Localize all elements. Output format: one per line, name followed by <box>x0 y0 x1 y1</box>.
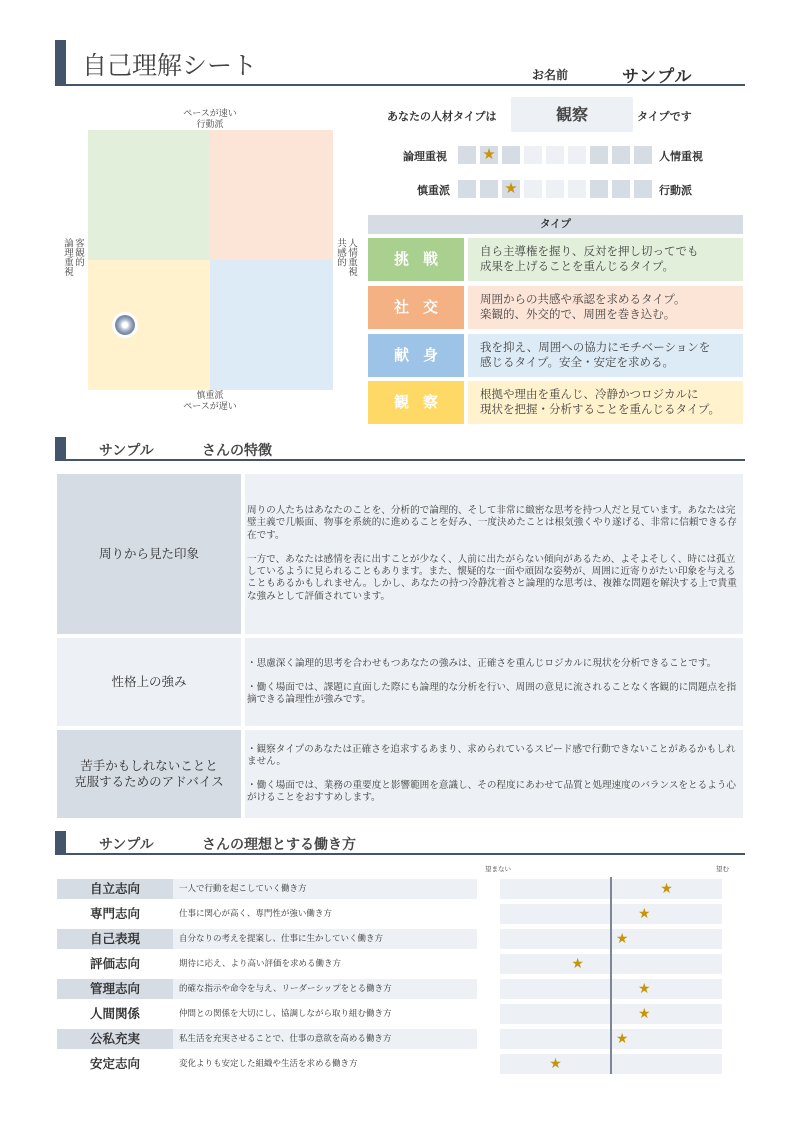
scale-1-right-label: 人情重視 <box>659 150 703 163</box>
quadrant-bottom-label: 慎重派 ペースが遅い <box>183 391 237 412</box>
type-description: 自ら主導権を握り、反対を押し切ってでも 成果を上げることを重んじるタイプ。 <box>468 238 743 281</box>
workstyle-description: 仕事に関心が高く、専門性が強い働き方 <box>173 904 477 924</box>
type-name: 献身 <box>368 334 464 377</box>
type-row <box>368 238 743 281</box>
traits-section-accent-bar <box>55 437 66 461</box>
star-icon: ★ <box>615 1031 629 1047</box>
star-icon: ★ <box>571 956 584 972</box>
quadrant-bottom-left <box>88 260 210 390</box>
trait-row-strengths <box>57 638 743 726</box>
type-description: 我を抑え、周囲への協力にモチベーションを 感じるタイプ。安全・安定を求める。 <box>468 334 743 377</box>
scale-cell <box>590 180 608 198</box>
scale-logic-emotion <box>458 146 652 164</box>
workstyle-name: 管理志向 <box>57 979 173 999</box>
scale-cell <box>502 146 520 164</box>
type-description: 周囲からの共感や承認を求めるタイプ。 楽観的、外交的で、周囲を巻き込む。 <box>468 286 743 329</box>
workstyle-name: 専門志向 <box>57 904 173 924</box>
name-label: お名前 <box>532 68 569 82</box>
trait-body: 周りの人たちはあなたのことを、分析的で論理的、そして非常に緻密な思考を持つ人だと見ています。あなたは完璧主義で几帳面、物事を系統的に進めることを好み、一度決めたことは根気強くやり遂げる、非常に信頼できる存在です。 一方で、あなたは感情を表に出すことが少なく、人前に出たがらない傾向があるため、よそよそしく、時には孤立しているように見られることもあります。また、懐疑的な一面や頑固な姿勢が、周囲に近寄りがたい印象を与えることもあるかもしれません。しかし、あなたの持つ冷静沈着さと論理的な思考は、複雑な問題を解決する上で貴重な強みとして評価されています。 <box>245 474 743 634</box>
workstyle-row <box>57 1004 477 1024</box>
workstyle-row <box>57 879 477 899</box>
scale-cell <box>634 180 652 198</box>
trait-row-advice <box>57 730 743 818</box>
workstyle-description: 自分なりの考えを提案し、仕事に生かしていく働き方 <box>173 929 477 949</box>
scale-1-left-label: 論理重視 <box>403 150 447 163</box>
scale-cell <box>524 146 542 164</box>
star-icon: ★ <box>638 981 651 997</box>
workstyle-description: 私生活を充実させることで、仕事の意欲を高める働き方 <box>173 1029 477 1049</box>
scale-cell <box>612 146 630 164</box>
scale-cell <box>480 180 498 198</box>
star-icon: ★ <box>615 931 629 947</box>
quadrant-right-label: 人情重視 共感的 <box>335 238 357 276</box>
scale-cell <box>524 180 542 198</box>
type-name: 観察 <box>368 381 464 424</box>
scale-cell <box>590 146 608 164</box>
scale-cell <box>568 146 586 164</box>
traits-section-title: さんの特徴 <box>202 443 272 459</box>
star-icon: ★ <box>482 145 496 163</box>
workstyle-name: 評価志向 <box>57 954 173 974</box>
workstyle-center-line <box>610 877 612 1074</box>
scale-cell <box>546 146 564 164</box>
scale-2-right-label: 行動派 <box>659 184 692 197</box>
star-icon: ★ <box>660 881 673 897</box>
workstyle-section-title: さんの理想とする働き方 <box>202 837 356 853</box>
trait-body: ・観察タイプのあなたは正確さを追求するあまり、求められているスピード感で行動できないことがあるかもしれません。 ・働く場面では、業務の重要度と影響範囲を意識し、その程度にあわせて品質と処理速度のバランスをとるよう心がけることをおすすめします。 <box>245 730 743 818</box>
workstyle-name: 人間関係 <box>57 1004 173 1024</box>
workstyle-section-name: サンプル <box>99 837 154 853</box>
page-title: 自己理解シート <box>82 51 258 80</box>
star-icon: ★ <box>638 1006 651 1022</box>
type-table-header: タイプ <box>368 215 743 234</box>
workstyle-description: 期待に応え、より高い評価を求める働き方 <box>173 954 477 974</box>
trait-label: 苦手かもしれないことと 克服するためのアドバイス <box>57 730 241 818</box>
workstyle-row <box>57 954 477 974</box>
scale-cell <box>634 146 652 164</box>
type-row <box>368 334 743 377</box>
workstyle-row <box>57 1029 477 1049</box>
traits-section-underline <box>55 459 745 461</box>
type-description: 根拠や理由を重んじ、冷静かつロジカルに 現状を把握・分析することを重んじるタイプ。 <box>468 381 743 424</box>
workstyle-row <box>57 979 477 999</box>
workstyle-description: 仲間との関係を大切にし、協調しながら取り組む働き方 <box>173 1004 477 1024</box>
scale-2-left-label: 慎重派 <box>417 184 450 197</box>
type-name: 社交 <box>368 286 464 329</box>
type-row <box>368 286 743 329</box>
star-icon: ★ <box>638 906 651 922</box>
title-accent-bar <box>55 40 66 86</box>
workstyle-description: 変化よりも安定した組織や生活を求める働き方 <box>173 1054 477 1074</box>
quadrant-top-right <box>210 130 333 260</box>
scale-cell <box>502 180 520 198</box>
trait-label: 性格上の強み <box>57 638 241 726</box>
workstyle-description: 的確な指示や命令を与え、リーダーシップをとる働き方 <box>173 979 477 999</box>
workstyle-section-accent-bar <box>55 831 66 855</box>
type-name: 挑戦 <box>368 238 464 281</box>
traits-section-name: サンプル <box>99 443 154 459</box>
scale-cell <box>546 180 564 198</box>
workstyle-row <box>57 904 477 924</box>
workstyle-description: 一人で行動を起こしていく働き方 <box>173 879 477 899</box>
workstyle-row <box>57 1054 477 1074</box>
workstyle-name: 自立志向 <box>57 879 173 899</box>
scale-cell <box>568 180 586 198</box>
name-value: サンプル <box>622 67 693 87</box>
workstyle-name: 安定志向 <box>57 1054 173 1074</box>
quadrant-bottom-right <box>210 260 333 390</box>
type-row <box>368 381 743 424</box>
quadrant-top-label: ペースが速い 行動派 <box>183 109 237 130</box>
quadrant-left-label: 客観的 論理重視 <box>62 238 84 276</box>
workstyle-name: 公私充実 <box>57 1029 173 1049</box>
scale-careful-active <box>458 180 652 198</box>
scale-cell <box>480 146 498 164</box>
scale-cell <box>458 180 476 198</box>
workstyle-name: 自己表現 <box>57 929 173 949</box>
axis-label-not-desired: 望まない <box>485 865 511 873</box>
workstyle-row <box>57 929 477 949</box>
position-marker-icon <box>112 312 138 338</box>
trait-row-impression <box>57 474 743 634</box>
axis-label-desired: 望む <box>716 865 729 873</box>
type-outro-text: タイプです <box>637 110 692 123</box>
type-intro-text: あなたの人材タイプは <box>387 110 497 123</box>
workstyle-section-underline <box>55 853 745 855</box>
trait-body: ・思慮深く論理的思考を合わせもつあなたの強みは、正確さを重んじロジカルに現状を分析できることです。 ・働く場面では、課題に直面した際にも論理的な分析を行い、周囲の意見に流されることなく客観的に問題点を指摘できる論理性が強みです。 <box>245 638 743 726</box>
star-icon: ★ <box>504 179 518 197</box>
star-icon: ★ <box>549 1056 562 1072</box>
scale-cell <box>612 180 630 198</box>
type-result-box: 観察 <box>511 97 633 132</box>
quadrant-top-left <box>88 130 210 260</box>
trait-label: 周りから見た印象 <box>57 474 241 634</box>
scale-cell <box>458 146 476 164</box>
